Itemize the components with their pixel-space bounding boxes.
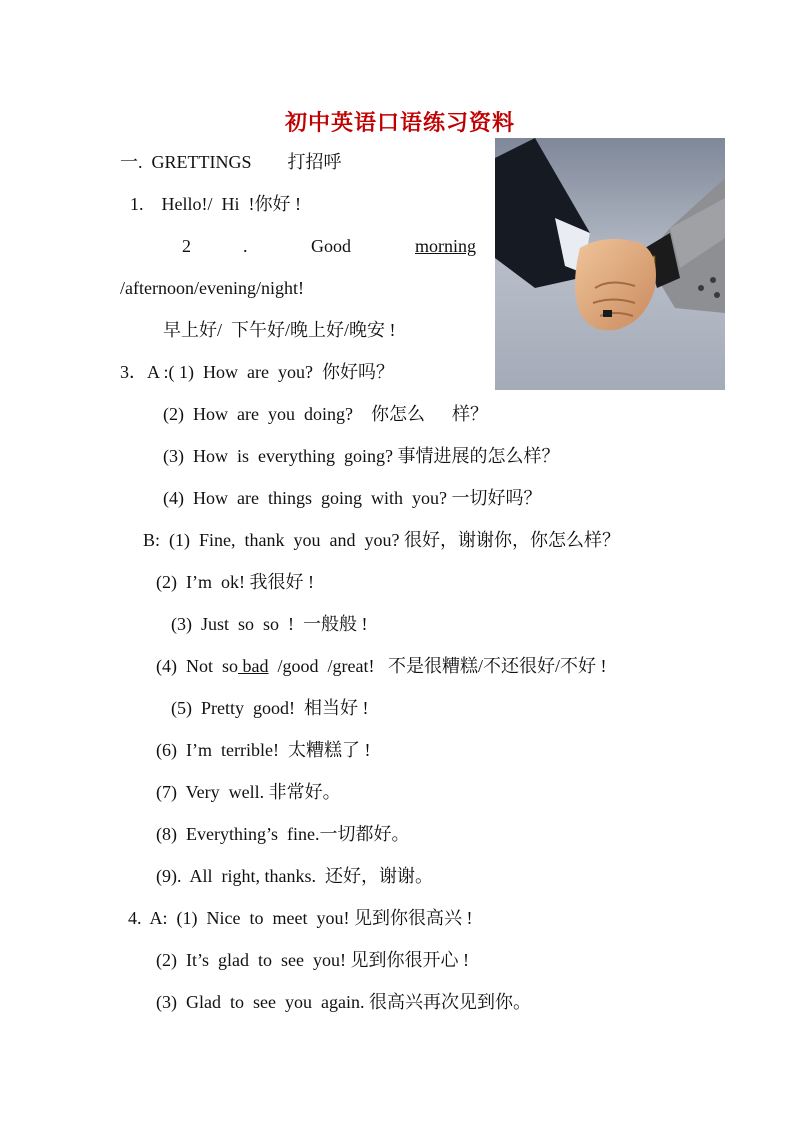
item-2-morning: morning — [415, 236, 476, 256]
item-3-b3: (3) Just so so ! 一般般 ! — [171, 614, 368, 634]
section-number: 一. — [120, 152, 143, 172]
item-3-b4-underlined: bad — [238, 656, 269, 676]
item-3-a1: 3．A :( 1) How are you? 你好吗？ — [120, 362, 394, 382]
item-3-b5: (5) Pretty good! 相当好 ! — [171, 698, 369, 718]
item-3-b4-post: /good /great! 不是很糟糕/不还很好/不好 ! — [268, 656, 607, 676]
item-4-a1: 4. A: (1) Nice to meet you! 见到你很高兴 ! — [128, 908, 473, 928]
item-3-b6: (6) I’m terrible! 太糟糕了 ! — [156, 740, 371, 760]
item-1-line: 1. Hello!/ Hi !你好 ! — [130, 194, 301, 214]
item-4-a2: (2) It’s glad to see you! 见到你很开心 ! — [156, 950, 469, 970]
item-3-b1: B: (1) Fine, thank you and you? 很好，谢谢你，你怎么样？ — [143, 530, 620, 550]
item-4-a3: (3) Glad to see you again. 很高兴再次见到你。 — [156, 992, 531, 1012]
item-2-number: 2 — [182, 236, 191, 256]
item-2-continuation: /afternoon/evening/night! — [120, 278, 304, 298]
item-3-a4: (4) How are things going with you? 一切好吗？ — [163, 488, 542, 508]
handshake-photo — [495, 138, 725, 390]
section-heading-greetings — [120, 150, 342, 174]
item-3-b4 — [156, 654, 606, 678]
item-3-a2: (2) How are you doing? 你怎么 样？ — [163, 404, 488, 424]
document-title: 初中英语口语练习资料 — [284, 110, 515, 135]
item-3-b9: (9). All right, thanks. 还好，谢谢。 — [156, 866, 433, 886]
item-2-chinese: 早上好/ 下午好/晚上好/晚安 ! — [163, 320, 396, 340]
handshake-icon — [495, 138, 725, 390]
section-chinese-title: 打招呼 — [287, 152, 342, 172]
section-english-title: GRETTINGS — [151, 152, 252, 172]
item-3-a3: (3) How is everything going? 事情进展的怎么样？ — [163, 446, 560, 466]
item-2-good: Good — [311, 236, 351, 256]
item-3-b2: (2) I’m ok! 我很好 ! — [156, 572, 314, 592]
item-3-b7: (7) Very well. 非常好。 — [156, 782, 341, 802]
item-2-dot: . — [243, 236, 248, 256]
item-3-b8: (8) Everything’s fine.一切都好。 — [156, 824, 410, 844]
item-3-b4-pre: (4) Not so — [156, 656, 238, 676]
